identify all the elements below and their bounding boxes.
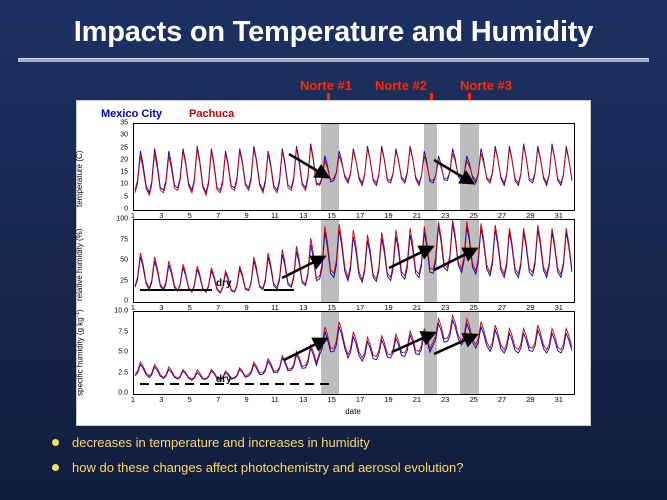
x-tick: 5: [187, 211, 192, 220]
x-tick: 29: [526, 211, 535, 220]
y-tick: 5: [124, 193, 128, 201]
bullet-dot-icon: [52, 439, 59, 446]
y-tick: 0.0: [118, 389, 128, 397]
legend-entry-mexico-city: Mexico City: [101, 108, 163, 120]
dry-label-rh: dry: [216, 278, 232, 289]
x-tick: 1: [130, 395, 136, 404]
y-tick: 10: [120, 180, 128, 188]
x-tick: 15: [327, 303, 336, 312]
norte-3-label: Norte #3: [460, 78, 513, 93]
y-tick: 100: [116, 215, 128, 223]
x-tick: 27: [497, 211, 507, 220]
x-tick: 7: [216, 211, 221, 220]
x-tick: 25: [469, 395, 478, 404]
y-axis-label-relative-humidity: relative humidity (%): [75, 228, 84, 301]
legend-entry-pachuca: Pachuca: [189, 108, 235, 120]
x-tick: 7: [216, 395, 221, 404]
y-tick: 10.0: [114, 307, 128, 315]
dry-line-rh: [134, 220, 574, 302]
y-tick: 20: [120, 156, 128, 164]
x-ticks-relative-humidity: [130, 303, 573, 313]
x-tick: 1: [130, 211, 136, 220]
x-tick: 31: [554, 395, 563, 404]
dry-label-q: dry: [216, 374, 232, 385]
x-tick: 25: [469, 303, 478, 312]
x-tick: 13: [299, 395, 308, 404]
page-title: Impacts on Temperature and Humidity: [73, 16, 594, 48]
x-tick: 27: [497, 303, 507, 312]
x-tick: 3: [159, 395, 164, 404]
x-tick: 17: [355, 395, 365, 404]
x-tick: 5: [187, 395, 192, 404]
x-tick: 17: [355, 211, 365, 220]
x-tick: 19: [384, 211, 393, 220]
x-tick: 29: [526, 395, 535, 404]
bullet-text: how do these changes affect photochemistry and aerosol evolution?: [72, 460, 464, 475]
x-tick: 23: [441, 303, 450, 312]
x-tick: 1: [130, 303, 136, 312]
list-item: [50, 460, 650, 475]
x-tick: 17: [355, 303, 365, 312]
x-ticks-specific-humidity: [130, 395, 573, 405]
x-tick: 25: [469, 211, 478, 220]
x-axis-label: date: [345, 407, 361, 416]
x-tick: 7: [216, 303, 221, 312]
panel-relative-humidity: [133, 219, 575, 303]
x-tick: 23: [441, 395, 450, 404]
y-tick: 25: [120, 144, 128, 151]
y-ticks-relative-humidity: [91, 215, 131, 305]
norte-2-label: Norte #2: [375, 78, 428, 93]
y-tick: 25: [120, 277, 128, 284]
y-tick: 5.0: [118, 348, 128, 356]
list-item: [50, 435, 650, 450]
event-arrows-temperature: [134, 124, 574, 210]
y-tick: 75: [120, 236, 128, 243]
x-tick: 21: [412, 395, 422, 404]
y-tick: 7.5: [118, 328, 128, 335]
x-tick: 3: [159, 303, 164, 312]
x-tick: 11: [271, 211, 279, 220]
bullet-dot-icon: [52, 464, 59, 471]
x-tick: 11: [271, 395, 279, 404]
y-tick: 0: [124, 205, 128, 213]
x-tick: 23: [441, 211, 450, 220]
x-tick: 31: [554, 303, 563, 312]
chart-figure: [76, 100, 591, 426]
x-tick: 11: [271, 303, 279, 312]
panel-temperature: [133, 123, 575, 211]
y-axis-label-temperature: temperature (C): [75, 150, 84, 207]
x-tick: 29: [526, 303, 535, 312]
x-tick: 13: [299, 211, 308, 220]
x-tick: 9: [244, 395, 249, 404]
dry-reference-line: [134, 312, 574, 394]
norte-1-label: Norte #1: [300, 78, 353, 93]
x-tick: 21: [412, 211, 422, 220]
bullet-list: [50, 435, 650, 485]
y-axis-label-specific-humidity: specific humidity (g $kg^{-1}$): [75, 309, 85, 396]
x-tick: 19: [384, 303, 393, 312]
x-tick: 13: [299, 303, 308, 312]
x-tick: 5: [187, 303, 192, 312]
x-tick: 19: [384, 395, 393, 404]
y-tick: 0: [124, 297, 128, 305]
y-tick: 2.5: [118, 369, 128, 376]
x-tick: 21: [412, 303, 422, 312]
x-ticks-temperature: [130, 211, 573, 221]
bullet-text: decreases in temperature and increases in humidity: [72, 435, 370, 450]
y-ticks-specific-humidity: [91, 307, 131, 397]
y-tick: 30: [120, 131, 128, 139]
panel-specific-humidity: [133, 311, 575, 395]
x-tick: 9: [244, 211, 249, 220]
x-tick: 9: [244, 303, 249, 312]
x-tick: 15: [327, 395, 336, 404]
y-tick: 50: [120, 256, 128, 264]
x-tick: 15: [327, 211, 336, 220]
y-ticks-temperature: [91, 119, 131, 213]
x-tick: 3: [159, 211, 164, 220]
y-tick: 15: [120, 168, 128, 176]
x-tick: 31: [554, 211, 563, 220]
title-divider: [18, 58, 649, 62]
x-tick: 27: [497, 395, 507, 404]
y-tick: 35: [120, 119, 128, 127]
